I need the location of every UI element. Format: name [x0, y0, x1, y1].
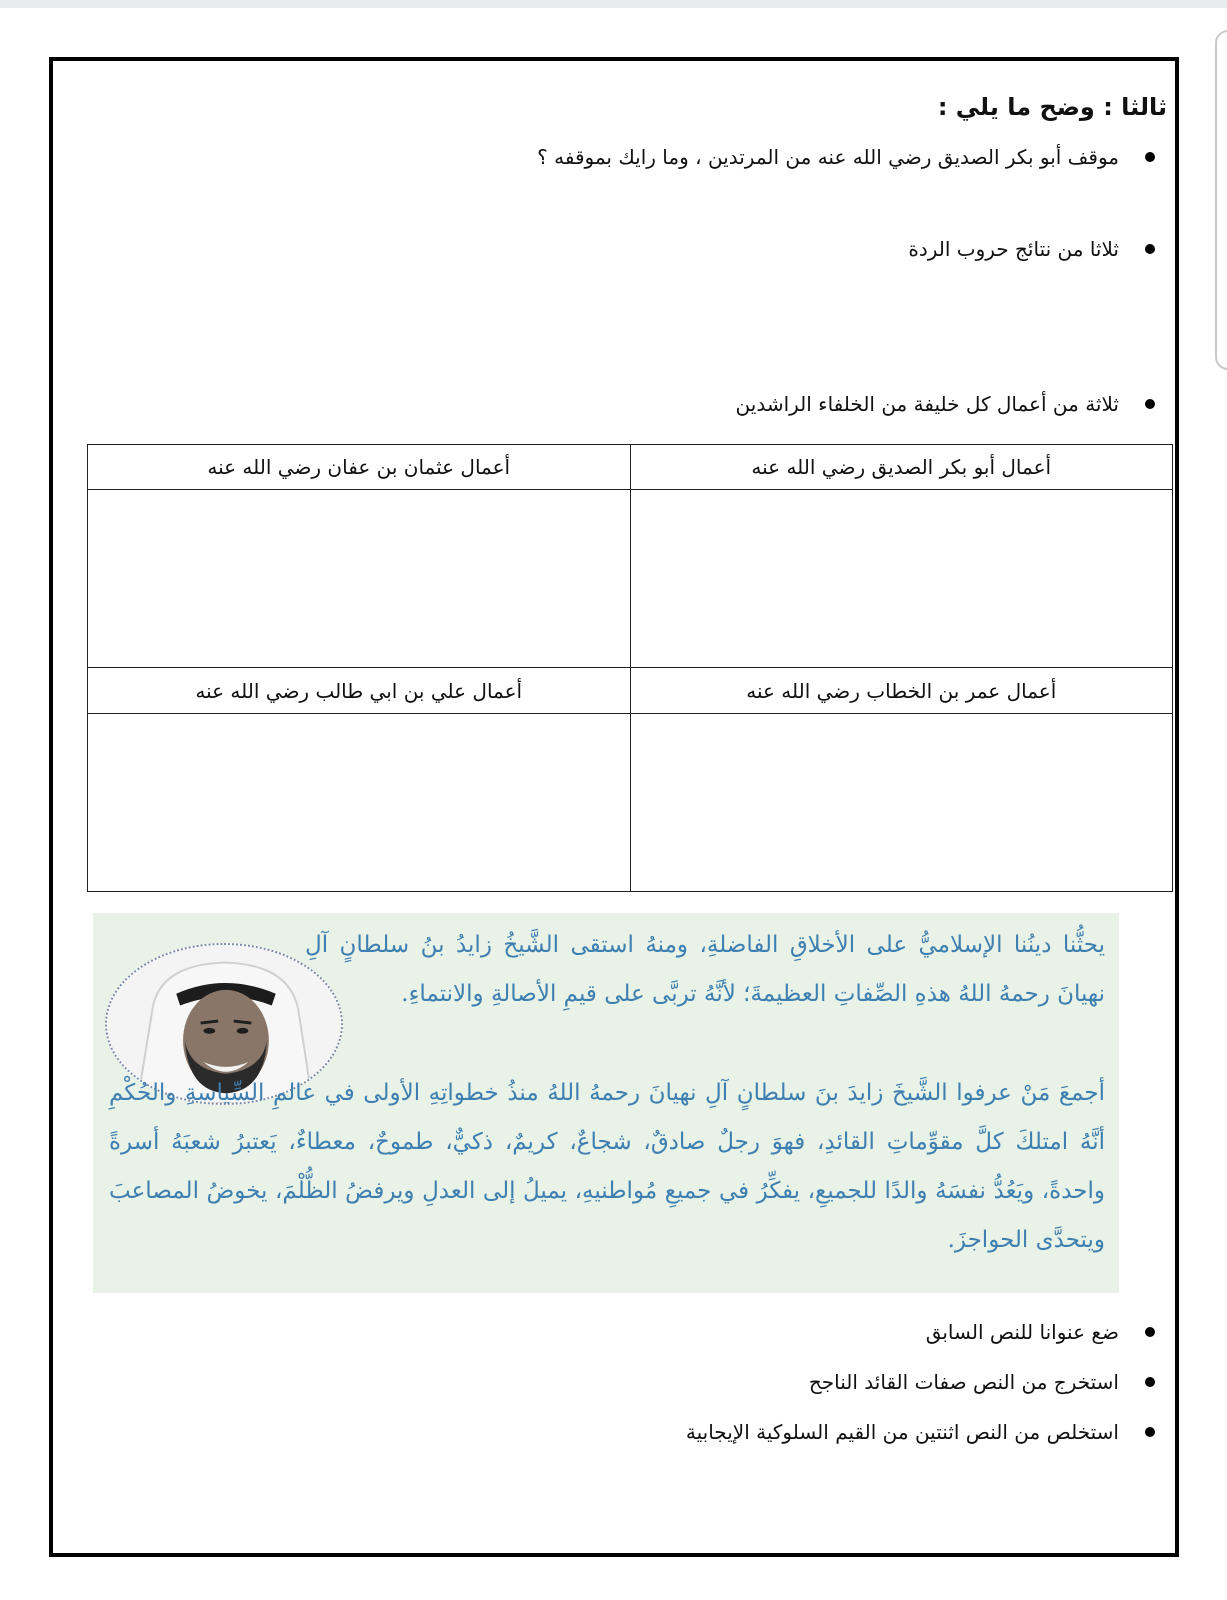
followup-item [926, 1320, 1119, 1344]
followup-item [809, 1370, 1119, 1394]
followup-item [686, 1420, 1119, 1444]
table-row [88, 490, 1173, 668]
question-text: ثلاثة من أعمال كل خليفة من الخلفاء الراشدين [735, 392, 1119, 416]
followup-text: ضع عنوانا للنص السابق [925, 1320, 1119, 1344]
answer-cell-uthman[interactable] [88, 490, 631, 668]
worksheet-frame [49, 57, 1179, 1557]
answer-cell-umar[interactable] [630, 713, 1173, 891]
header-umar: أعمال عمر بن الخطاب رضي الله عنه [630, 668, 1173, 713]
header-uthman: أعمال عثمان بن عفان رضي الله عنه [88, 445, 631, 490]
answer-cell-ali[interactable] [88, 713, 631, 891]
bullet-icon [1145, 399, 1155, 409]
bullet-icon [1145, 1377, 1155, 1387]
question-text: موقف أبو بكر الصديق رضي الله عنه من المرتدين ، وما رايك بموقفه ؟ [537, 145, 1119, 169]
passage-paragraph-2: أجمعَ مَنْ عرفوا الشَّيخَ زايدَ بنَ سلطانٍ آلِ نهيانَ رحمهُ اللهُ منذُ خطواتِهِ الأولى في عالمِ السِّياسةِ والحُكْمِ أنَّهُ امتلكَ كلَّ مقوِّماتِ القائدِ، فهوَ رجلٌ صادقٌ، شجاعٌ، كريمٌ، ذكيٌّ، طموحٌ، معطاءٌ، يَعتبرُ شعبَهُ أسرةً واحدةً، ويَعُدُّ نفسَهُ والدًا للجميعِ، يفكِّرُ في جميعِ مُواطنيهِ، يميلُ إلى العدلِ ويرفضُ الظُّلْمَ، يخوضُ المصاعبَ ويتحدَّى الحواجزَ. [109, 1080, 1105, 1253]
answer-cell-abu-bakr[interactable] [630, 490, 1173, 668]
question-item [736, 392, 1119, 416]
reading-passage [93, 913, 1119, 1293]
bullet-icon [1145, 1427, 1155, 1437]
passage-paragraph-1: يحثُّنا دينُنا الإسلاميُّ على الأخلاقِ الفاضلةِ، ومنهُ استقى الشَّيخُ زايدُ بنُ سلطانٍ آلِ نهيانَ رحمهُ اللهُ هذهِ الصِّفاتِ العظيمةَ؛ لأنَّهُ تربَّى على قيمِ الأصالةِ والانتماءِ. [305, 932, 1105, 1007]
header-ali: أعمال علي بن ابي طالب رضي الله عنه [88, 668, 631, 713]
top-strip [0, 0, 1227, 8]
bullet-icon [1145, 152, 1155, 162]
bullet-icon [1145, 244, 1155, 254]
question-item [537, 145, 1119, 169]
table-row [88, 668, 1173, 713]
caliphs-table [87, 444, 1173, 892]
section-heading: ثالثا : وضح ما يلي : [937, 93, 1167, 121]
scroll-edge[interactable] [1215, 30, 1227, 370]
question-item [908, 237, 1119, 261]
table-row [88, 445, 1173, 490]
followup-text: استخلص من النص اثنتين من القيم السلوكية الإيجابية [685, 1420, 1119, 1444]
header-abu-bakr: أعمال أبو بكر الصديق رضي الله عنه [630, 445, 1173, 490]
question-text: ثلاثا من نتائج حروب الردة [908, 237, 1119, 261]
followup-text: استخرج من النص صفات القائد الناجح [808, 1370, 1119, 1394]
table-row [88, 713, 1173, 891]
bullet-icon [1145, 1327, 1155, 1337]
